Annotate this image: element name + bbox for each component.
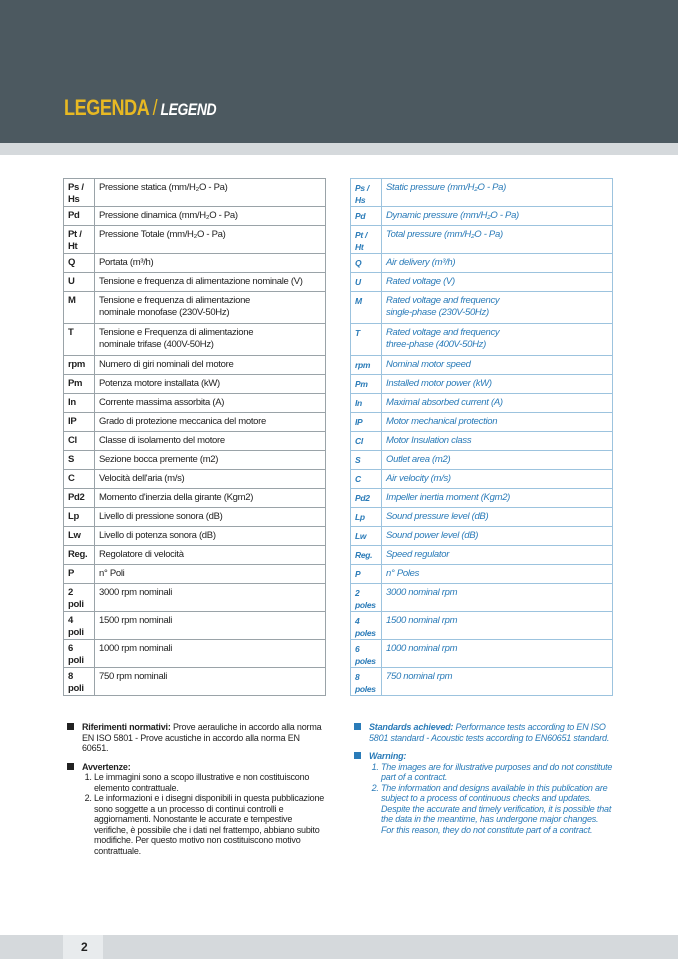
legend-symbol: Ps / Hs [351, 179, 382, 207]
legend-symbol: Lw [351, 527, 382, 546]
legend-symbol: 4 poli [64, 612, 95, 640]
legend-description: 1000 nominal rpm [382, 640, 613, 668]
legend-description: Dynamic pressure (mm/H₂O - Pa) [382, 207, 613, 226]
legend-symbol: U [351, 273, 382, 292]
warning-label: Avvertenze: [82, 761, 131, 772]
legend-description: 3000 nominal rpm [382, 584, 613, 612]
legend-description: 1000 rpm nominali [95, 640, 326, 668]
page-number: 2 [81, 940, 88, 954]
legend-row [351, 375, 613, 394]
warning-note [67, 762, 326, 857]
legend-row [351, 179, 613, 207]
title-english: LEGEND [160, 100, 217, 119]
legend-description: Maximal absorbed current (A) [382, 394, 613, 413]
legend-symbol: 4 poles [351, 612, 382, 640]
legend-description: Sound power level (dB) [382, 527, 613, 546]
legend-description: 750 rpm nominali [95, 668, 326, 696]
legend-row [351, 432, 613, 451]
legend-row [64, 226, 326, 254]
legend-row [64, 207, 326, 226]
legend-row [64, 292, 326, 324]
notes-english [350, 722, 613, 835]
legend-row [351, 470, 613, 489]
legend-description: n° Poles [382, 565, 613, 584]
legend-symbol: Reg. [64, 546, 95, 565]
legend-description: Speed regulator [382, 546, 613, 565]
legend-symbol: C [64, 470, 95, 489]
legend-symbol: P [351, 565, 382, 584]
legend-row [351, 451, 613, 470]
legend-row [64, 508, 326, 527]
legend-row [351, 226, 613, 254]
legend-symbol: P [64, 565, 95, 584]
legend-symbol: rpm [64, 356, 95, 375]
bullet-icon [354, 723, 361, 730]
legend-description: Classe di isolamento del motore [95, 432, 326, 451]
legend-description: Livello di pressione sonora (dB) [95, 508, 326, 527]
standards-note [354, 722, 613, 743]
bullet-icon [354, 752, 361, 759]
legend-symbol: U [64, 273, 95, 292]
standards-label: Standards achieved: [369, 722, 454, 732]
legend-row [64, 527, 326, 546]
legend-symbol: 2 poli [64, 584, 95, 612]
legend-description: Rated voltage (V) [382, 273, 613, 292]
legend-row [64, 432, 326, 451]
legend-symbol: 8 poles [351, 668, 382, 696]
legend-description: Momento d'inerzia della girante (Kgm2) [95, 489, 326, 508]
legend-description: Livello di potenza sonora (dB) [95, 527, 326, 546]
legend-description: n° Poli [95, 565, 326, 584]
legend-description: Potenza motore installata (kW) [95, 375, 326, 394]
legend-symbol: 2 poles [351, 584, 382, 612]
legend-description: Impeller inertia moment (Kgm2) [382, 489, 613, 508]
warning-item: 1. The images are for illustrative purposes and do not constitute part of a contract. [381, 762, 613, 783]
legend-description: Sezione bocca premente (m2) [95, 451, 326, 470]
legend-row [351, 273, 613, 292]
legend-row [351, 356, 613, 375]
legend-description: Tensione e frequenza di alimentazione nominale monofase (230V-50Hz) [95, 292, 326, 324]
legend-description: Air delivery (m³/h) [382, 254, 613, 273]
column-english [350, 178, 613, 843]
warning-item: 2. The information and designs available in this publication are subject to a process of continuous checks and updates. Despite the accurate and timely verification, it is possible that the data in the meantime, has undergone major changes. For this reason, they do not constitute part of a contract. [381, 783, 613, 836]
legend-row [64, 451, 326, 470]
legend-description: Rated voltage and frequency three-phase (400V-50Hz) [382, 324, 613, 356]
legend-row [351, 292, 613, 324]
warning-item: 2. Le informazioni e i disegni disponibili in questa pubblicazione sono soggette a un processo di continui controlli e aggiornamenti. Nonostante le accurate e tempestive verifiche, è possibile che i dati nel frattempo, abbiano subito modifiche. Per questo motivo non costituiscono motivo contrattuale. [94, 793, 326, 856]
legend-description: Portata (m³/h) [95, 254, 326, 273]
legend-row [64, 668, 326, 696]
legend-row [351, 668, 613, 696]
legend-symbol: S [351, 451, 382, 470]
legend-description: Motor Insulation class [382, 432, 613, 451]
page-header [0, 0, 678, 143]
legend-row [64, 546, 326, 565]
legend-symbol: T [64, 324, 95, 356]
legend-symbol: Lw [64, 527, 95, 546]
legend-symbol: In [351, 394, 382, 413]
standards-note [67, 722, 326, 754]
legend-description: Rated voltage and frequency single-phase (230V-50Hz) [382, 292, 613, 324]
legend-description: Nominal motor speed [382, 356, 613, 375]
legend-symbol: 6 poles [351, 640, 382, 668]
legend-symbol: In [64, 394, 95, 413]
legend-symbol: T [351, 324, 382, 356]
legend-description: Tensione e Frequenza di alimentazione nominale trifase (400V-50Hz) [95, 324, 326, 356]
legend-row [351, 527, 613, 546]
legend-row [64, 324, 326, 356]
legend-row [64, 584, 326, 612]
legend-description: Static pressure (mm/H₂O - Pa) [382, 179, 613, 207]
legend-symbol: 6 poli [64, 640, 95, 668]
legend-description: Air velocity (m/s) [382, 470, 613, 489]
warning-item: 1. Le immagini sono a scopo illustrative e non costituiscono elemento contrattuale. [94, 772, 326, 793]
notes-italian [63, 722, 326, 856]
legend-symbol: S [64, 451, 95, 470]
legend-row [64, 489, 326, 508]
legend-description: 1500 nominal rpm [382, 612, 613, 640]
warning-note [354, 751, 613, 835]
legend-symbol: M [64, 292, 95, 324]
legend-description: Sound pressure level (dB) [382, 508, 613, 527]
title-separator: / [152, 95, 158, 120]
legend-description: Numero di giri nominali del motore [95, 356, 326, 375]
header-strip [0, 143, 678, 155]
legend-symbol: Pm [64, 375, 95, 394]
legend-symbol: Pd2 [64, 489, 95, 508]
legend-symbol: Reg. [351, 546, 382, 565]
legend-row [64, 179, 326, 207]
legend-row [351, 565, 613, 584]
bullet-icon [67, 723, 74, 730]
legend-description: Motor mechanical protection [382, 413, 613, 432]
legend-symbol: IP [351, 413, 382, 432]
legend-row [351, 546, 613, 565]
legend-description: Pressione Totale (mm/H₂O - Pa) [95, 226, 326, 254]
legend-row [351, 324, 613, 356]
legend-row [351, 612, 613, 640]
legend-row [351, 584, 613, 612]
title-italian: LEGENDA [64, 95, 150, 120]
standards-label: Riferimenti normativi: [82, 722, 171, 732]
legend-table-english [350, 178, 613, 696]
legend-symbol: Pd2 [351, 489, 382, 508]
legend-description: Velocità dell'aria (m/s) [95, 470, 326, 489]
page-title [64, 95, 216, 121]
legend-symbol: Pt / Ht [64, 226, 95, 254]
legend-symbol: Q [64, 254, 95, 273]
legend-description: Corrente massima assorbita (A) [95, 394, 326, 413]
legend-row [351, 207, 613, 226]
legend-symbol: Pt / Ht [351, 226, 382, 254]
legend-symbol: rpm [351, 356, 382, 375]
warning-label: Warning: [369, 751, 407, 761]
legend-symbol: Pd [351, 207, 382, 226]
column-italian [63, 178, 326, 864]
legend-row [64, 273, 326, 292]
legend-row [64, 254, 326, 273]
legend-symbol: Lp [64, 508, 95, 527]
legend-row [64, 375, 326, 394]
legend-symbol: 8 poli [64, 668, 95, 696]
legend-row [351, 413, 613, 432]
legend-symbol: C [351, 470, 382, 489]
legend-symbol: Ps / Hs [64, 179, 95, 207]
legend-description: 3000 rpm nominali [95, 584, 326, 612]
legend-symbol: Pm [351, 375, 382, 394]
legend-description: Grado di protezione meccanica del motore [95, 413, 326, 432]
legend-row [64, 565, 326, 584]
legend-row [64, 413, 326, 432]
legend-row [351, 489, 613, 508]
legend-symbol: Lp [351, 508, 382, 527]
legend-row [64, 640, 326, 668]
legend-row [64, 612, 326, 640]
legend-description: Total pressure (mm/H₂O - Pa) [382, 226, 613, 254]
legend-row [351, 254, 613, 273]
bullet-icon [67, 763, 74, 770]
legend-row [351, 640, 613, 668]
legend-row [64, 394, 326, 413]
legend-symbol: Cl [351, 432, 382, 451]
legend-symbol: Pd [64, 207, 95, 226]
legend-description: Regolatore di velocità [95, 546, 326, 565]
legend-description: Outlet area (m2) [382, 451, 613, 470]
legend-symbol: Cl [64, 432, 95, 451]
legend-symbol: IP [64, 413, 95, 432]
legend-description: Pressione dinamica (mm/H₂O - Pa) [95, 207, 326, 226]
legend-description: 750 nominal rpm [382, 668, 613, 696]
legend-table-italian [63, 178, 326, 696]
legend-row [351, 508, 613, 527]
legend-description: 1500 rpm nominali [95, 612, 326, 640]
standards-text: Prove aerauliche in accordo alla norma EN ISO 5801 - Prove acustiche in accordo alla norma EN 60651. [82, 722, 322, 753]
legend-symbol: M [351, 292, 382, 324]
legend-description: Tensione e frequenza di alimentazione nominale (V) [95, 273, 326, 292]
legend-description: Installed motor power (kW) [382, 375, 613, 394]
legend-description: Pressione statica (mm/H₂O - Pa) [95, 179, 326, 207]
legend-row [351, 394, 613, 413]
legend-row [64, 356, 326, 375]
legend-symbol: Q [351, 254, 382, 273]
legend-row [64, 470, 326, 489]
standards-text: Performance tests according to EN ISO 5801 standard - Acoustic tests according to EN60651 standard. [369, 722, 610, 743]
